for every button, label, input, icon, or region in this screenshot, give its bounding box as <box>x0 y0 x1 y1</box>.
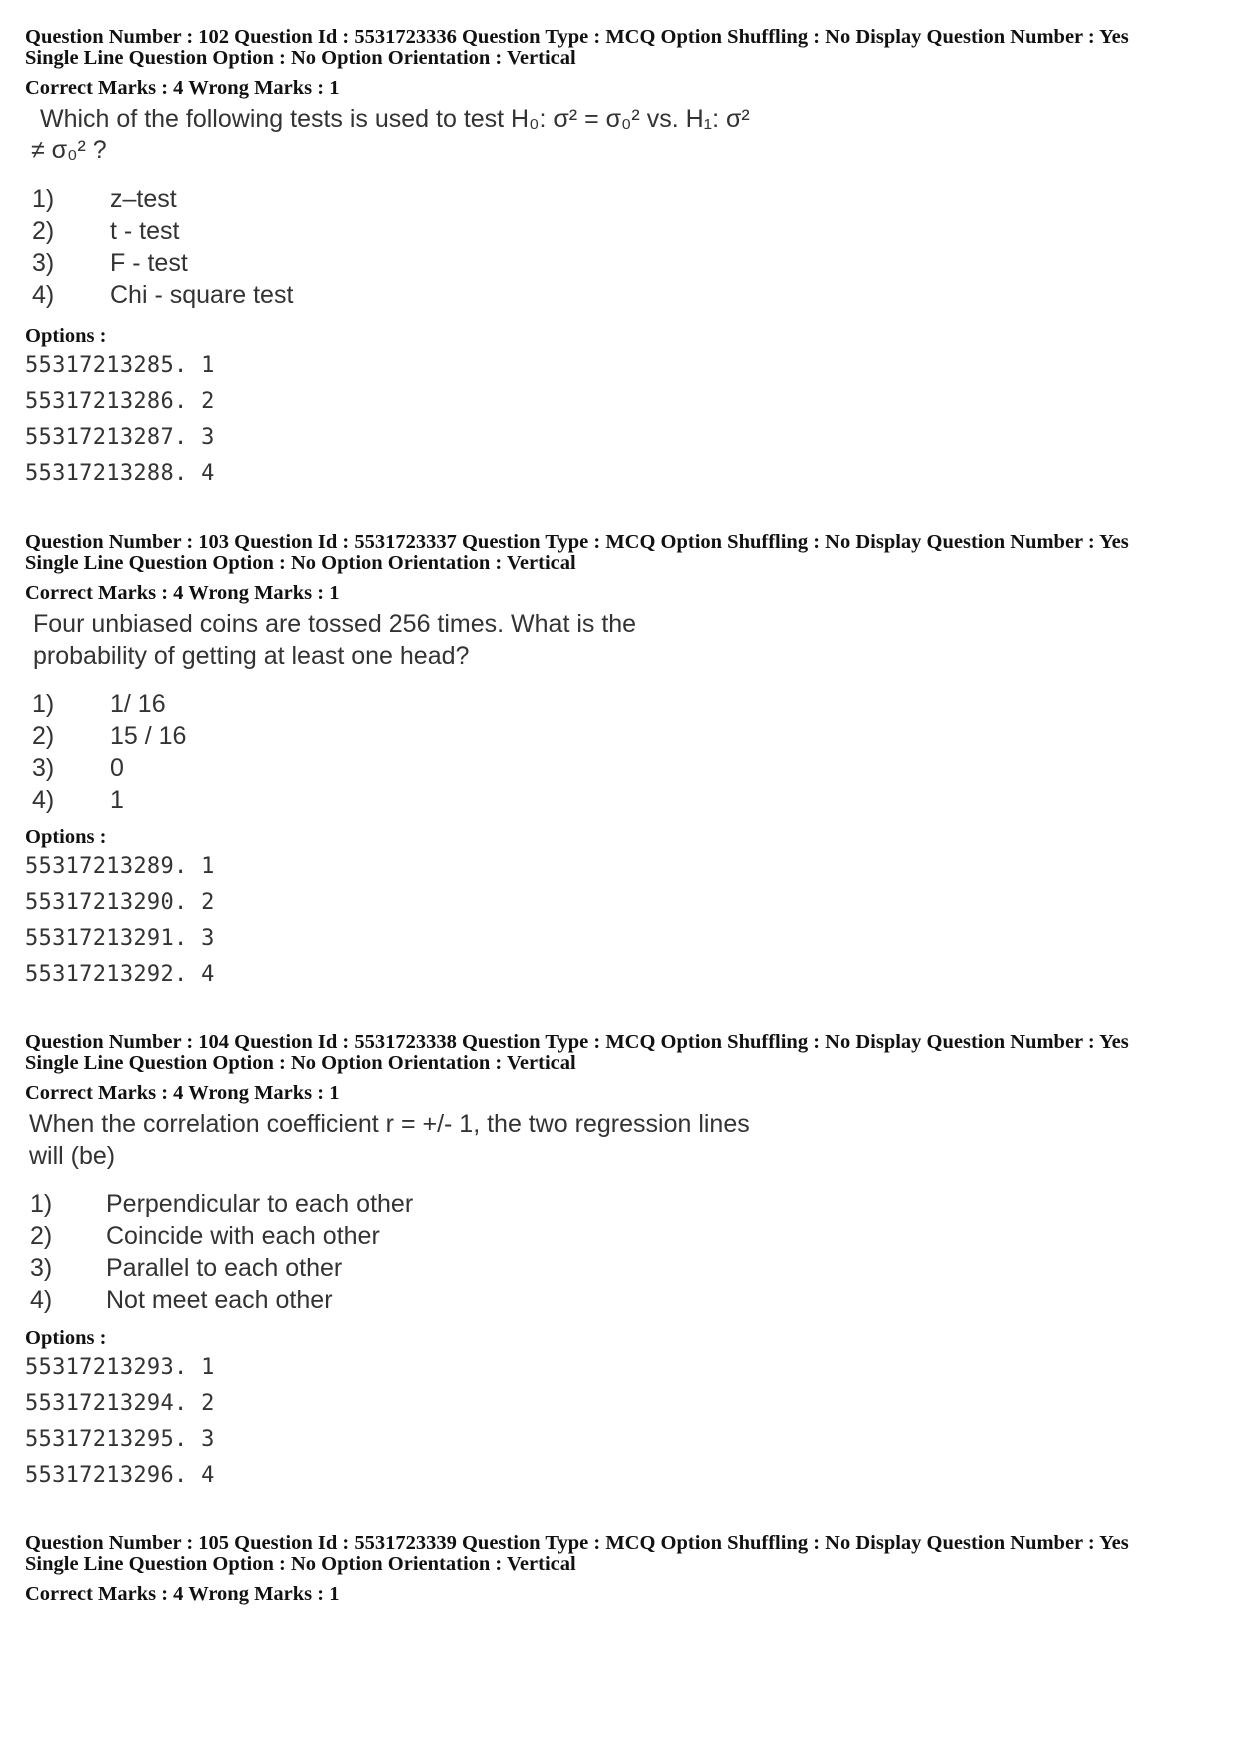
question-text-line1: When the correlation coefficient r = +/- 1, the two regression lines <box>29 1110 750 1138</box>
question-text-line2: will (be) <box>29 1142 116 1170</box>
choice-number: 2) <box>32 722 55 750</box>
choice-number: 2) <box>30 1222 53 1250</box>
option-id: 55317213291. 3 <box>25 926 215 951</box>
choice-text: Chi - square test <box>110 281 294 309</box>
choice-number: 1) <box>32 690 55 718</box>
option-id: 55317213287. 3 <box>25 425 215 450</box>
choice-number: 3) <box>32 754 55 782</box>
option-id: 55317213294. 2 <box>25 1391 215 1416</box>
choice-text: Not meet each other <box>106 1286 333 1314</box>
choice-number: 3) <box>32 249 55 277</box>
choice-number: 3) <box>30 1254 53 1282</box>
choice-number: 1) <box>32 185 55 213</box>
choice-text: 1 <box>110 786 124 814</box>
options-label: Options : <box>25 826 107 848</box>
option-id: 55317213293. 1 <box>25 1355 215 1380</box>
question-header-line1: Question Number : 102 Question Id : 5531723336 Question Type : MCQ Option Shuffling : No Display Question Number : Yes <box>25 26 1129 48</box>
question-marks: Correct Marks : 4 Wrong Marks : 1 <box>25 1082 340 1104</box>
option-id: 55317213292. 4 <box>25 962 215 987</box>
options-label: Options : <box>25 1327 107 1349</box>
choice-number: 4) <box>32 281 55 309</box>
question-header-line2: Single Line Question Option : No Option Orientation : Vertical <box>25 552 576 574</box>
question-header-line1: Question Number : 104 Question Id : 5531723338 Question Type : MCQ Option Shuffling : No Display Question Number : Yes <box>25 1031 1129 1053</box>
option-id: 55317213286. 2 <box>25 389 215 414</box>
option-id: 55317213290. 2 <box>25 890 215 915</box>
option-id: 55317213289. 1 <box>25 854 215 879</box>
option-id: 55317213296. 4 <box>25 1463 215 1488</box>
choice-text: F - test <box>110 249 188 277</box>
question-text-line2: ≠ σ₀² ? <box>31 136 107 164</box>
choice-number: 2) <box>32 217 55 245</box>
question-text-line2: probability of getting at least one head? <box>33 642 470 670</box>
choice-text: z–test <box>110 185 177 213</box>
question-header-line2: Single Line Question Option : No Option Orientation : Vertical <box>25 1052 576 1074</box>
question-marks: Correct Marks : 4 Wrong Marks : 1 <box>25 1583 340 1605</box>
option-id: 55317213295. 3 <box>25 1427 215 1452</box>
choice-text: Perpendicular to each other <box>106 1190 414 1218</box>
question-header-line2: Single Line Question Option : No Option Orientation : Vertical <box>25 1553 576 1575</box>
question-marks: Correct Marks : 4 Wrong Marks : 1 <box>25 77 340 99</box>
question-header-line1: Question Number : 103 Question Id : 5531723337 Question Type : MCQ Option Shuffling : No Display Question Number : Yes <box>25 531 1129 553</box>
question-text-line1: Four unbiased coins are tossed 256 times. What is the <box>33 610 637 638</box>
choice-number: 4) <box>30 1286 53 1314</box>
question-text-line1: Which of the following tests is used to test H₀: σ² = σ₀² vs. H₁: σ² <box>40 105 750 133</box>
choice-text: 0 <box>110 754 124 782</box>
choice-number: 1) <box>30 1190 53 1218</box>
choice-text: Parallel to each other <box>106 1254 343 1282</box>
question-marks: Correct Marks : 4 Wrong Marks : 1 <box>25 582 340 604</box>
question-header-line2: Single Line Question Option : No Option Orientation : Vertical <box>25 47 576 69</box>
choice-text: 1/ 16 <box>110 690 166 718</box>
choice-text: Coincide with each other <box>106 1222 380 1250</box>
choice-text: t - test <box>110 217 180 245</box>
choice-number: 4) <box>32 786 55 814</box>
option-id: 55317213285. 1 <box>25 353 215 378</box>
option-id: 55317213288. 4 <box>25 461 215 486</box>
options-label: Options : <box>25 325 107 347</box>
choice-text: 15 / 16 <box>110 722 187 750</box>
question-header-line1: Question Number : 105 Question Id : 5531723339 Question Type : MCQ Option Shuffling : No Display Question Number : Yes <box>25 1532 1129 1554</box>
